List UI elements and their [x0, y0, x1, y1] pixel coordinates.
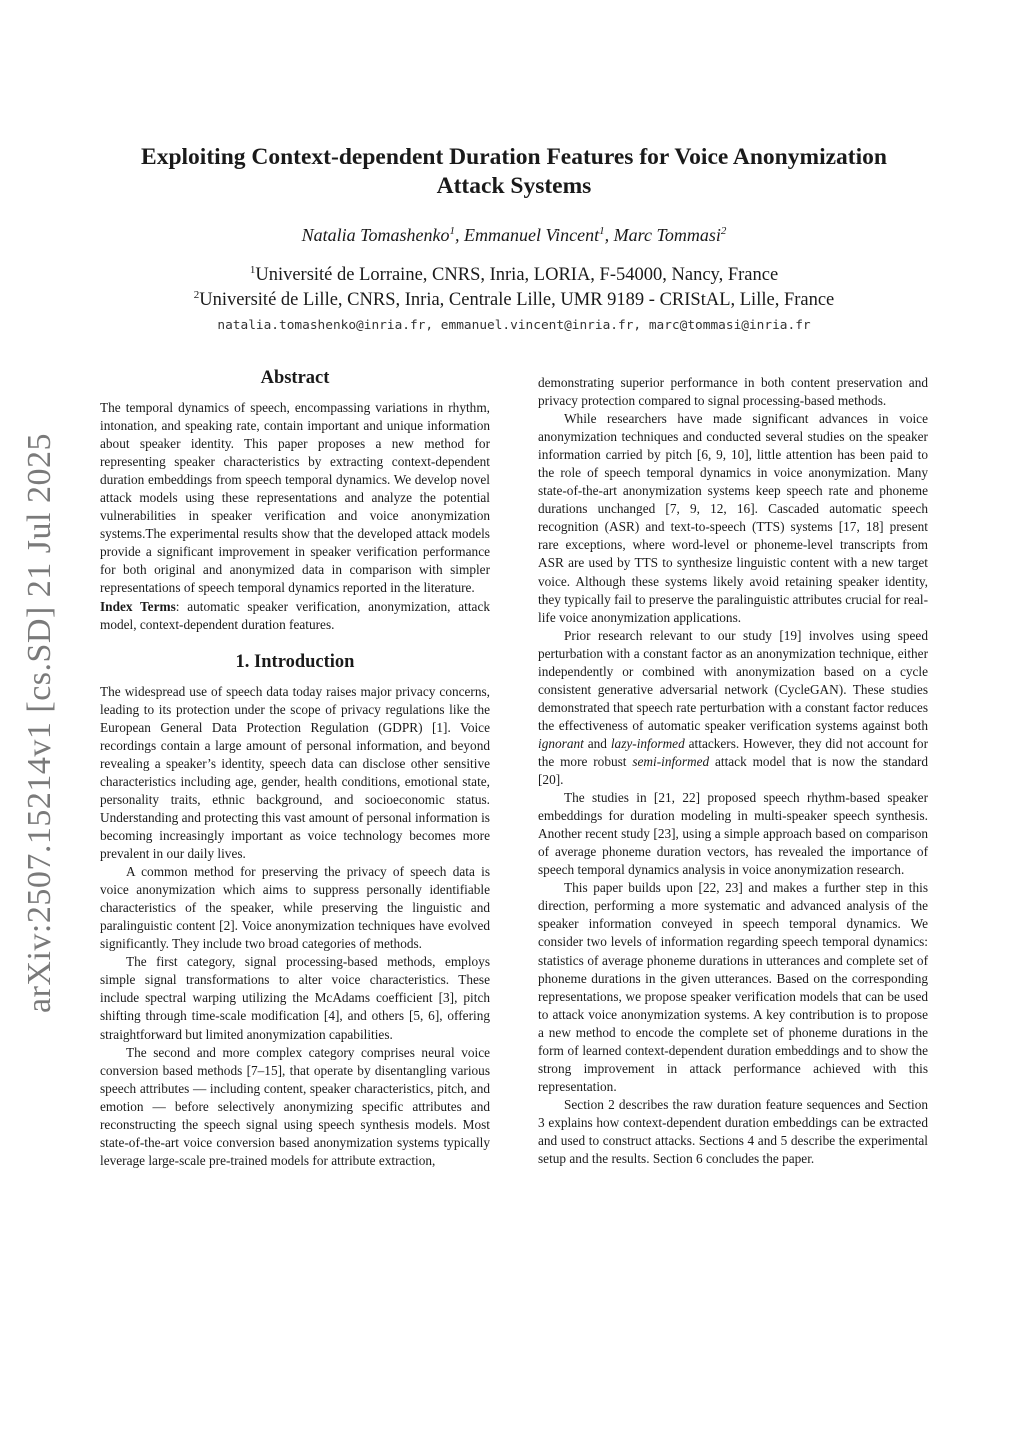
affiliation-1 [100, 265, 928, 286]
index-terms [100, 598, 490, 634]
author-name: Natalia Tomashenko [301, 225, 450, 245]
body-paragraph: While researchers have made significant advances in voice anonymization techniques and conducted several studies on the speaker information carried by pitch [6, 9, 10], little attention has been paid to the role of speech temporal dynamics in voice anonymization. Many state-of-the-art anonymization systems keep speech rate and phoneme durations unchanged [7, 9, 12, 16]. Cascaded automatic speech recognition (ASR) and text-to-speech (TTS) systems [17, 18] present rare exceptions, where word-level or phoneme-level transcripts from ASR are used by TTS to synthesize linguistic content with a new target voice. Although these systems likely avoid retaining speaker identity, they typically fail to preserve the paralinguistic attributes crucial for real-life voice anonymization applications. [538, 411, 928, 625]
author-name: Emmanuel Vincent [464, 225, 600, 245]
intro-paragraph: A common method for preserving the privacy of speech data is voice anonymization which aims to suppress personally identifiable characteristics of the speaker, while preserving the linguistic and paralinguistic content [2]. Voice anonymization techniques have evolved significantly. They include two broad categories of methods. [100, 864, 490, 952]
affiliation-text: Université de Lorraine, CNRS, Inria, LORIA, F-54000, Nancy, France [255, 265, 779, 285]
author-list [100, 225, 928, 246]
text-run: Prior research relevant to our study [19] involves using speed perturbation with a constant factor as an anonymization technique, either independently or combined with anonymization based on a cycle consistent generative adversarial network (CycleGAN). These studies demonstrated that speech rate perturbation with a constant factor reduces the effectiveness of automatic speaker verification systems against both [538, 627, 928, 733]
affiliation-text: Université de Lille, CNRS, Inria, Centrale Lille, UMR 9189 - CRIStAL, Lille, France [199, 290, 835, 310]
affiliation-number: 2 [193, 288, 200, 301]
text-run: attack model that is now the standard [20]. [538, 753, 928, 788]
body-paragraph: The studies in [21, 22] proposed speech rhythm-based speaker embeddings for duration modeling in multi-speaker speech synthesis. Another recent study [23], using a simple approach based on comparison of average phoneme duration vectors, has revealed the importance of speech temporal dynamics analysis in voice anonymization research. [538, 790, 928, 878]
index-terms-text: : automatic speaker verification, anonymization, attack model, context-dependent duration features. [100, 598, 490, 632]
intro-paragraph: The widespread use of speech data today raises major privacy concerns, leading to its protection under the scope of privacy regulations like the European General Data Protection Regulation (GDPR) [1]. Voice recordings contain a large amount of personal information, and beyond revealing a speaker’s identity, speech data can disclose other sensitive characteristics including age, gender, health conditions, emotional state, personality traits, ethnic background, and socioeconomic status. Understanding and protecting this vast amount of personal information is becoming increasingly important as voice technology becomes more prevalent in our daily lives. [100, 683, 490, 862]
abstract-text: The temporal dynamics of speech, encompassing variations in rhythm, intonation, and speaking rate, contain important and unique information about speaker identity. This paper proposes a new method for representing speaker characteristics by extracting context-dependent duration embeddings from speech temporal dynamics. We develop novel attack models using these representations and analyze the potential vulnerabilities in speaker verification and voice anonymization systems.The experimental results show that the developed attack models provide a significant improvement in speaker verification performance for both original and anonymized data in comparison with simpler representations of speech temporal dynamics reported in the literature. [100, 400, 490, 596]
intro-paragraph: The first category, signal processing-based methods, employs simple signal transformations to alter voice characteristics. These include spectral warping utilizing the McAdams coefficient [3], pitch shifting through time-scale modification [4], and others [5, 6], offering straightforward but limited anonymization capabilities. [100, 954, 490, 1042]
affiliation-number: 1 [249, 263, 256, 276]
body-paragraph: demonstrating superior performance in both content preservation and privacy protection compared to signal processing-based methods. [538, 375, 928, 409]
right-column [538, 374, 928, 1168]
author-emails: natalia.tomashenko@inria.fr, emmanuel.vincent@inria.fr, marc@tommasi@inria.fr [217, 318, 811, 333]
introduction-heading: 1. Introduction [235, 651, 355, 672]
author-affil-mark: 1 [449, 225, 456, 237]
body-paragraph: This paper builds upon [22, 23] and makes a further step in this direction, performing a more systematic and advanced analysis of the speaker information conveyed in speech temporal dynamics. We consider two levels of information regarding speech temporal dynamics: statistics of average phoneme durations in utterances and complete set of phoneme durations in the given utterances. Based on the corresponding representations, we propose speaker verification models that can be used to attack voice anonymization systems. A key contribution is to propose a new method to encode the complete set of phoneme durations in the form of learned context-dependent duration embeddings and to show the strong improvement in attack performance achieved with this representation. [538, 880, 928, 1094]
affiliation-2 [100, 290, 928, 311]
author-name: Marc Tommasi [613, 225, 721, 245]
author-affil-mark: 2 [720, 225, 727, 237]
left-column [100, 368, 490, 1170]
body-paragraph [538, 627, 928, 789]
text-run: and [583, 735, 611, 751]
body-paragraph: Section 2 describes the raw duration feature sequences and Section 3 explains how context-dependent duration embeddings can be extracted and used to construct attacks. Sections 4 and 5 describe the experimental setup and the results. Section 6 concludes the paper. [538, 1096, 928, 1167]
text-run: attackers. However, they did not account for the more robust [538, 735, 928, 769]
intro-paragraph: The second and more complex category comprises neural voice conversion based methods [7–15], that operate by disentangling various speech attributes — including content, speaker characteristics, pitch, and emotion — before selectively anonymizing specific attributes and reconstructing the speech signal using speech synthesis models. Most state-of-the-art voice conversion based anonymization systems typically leverage large-scale pre-trained models for attribute extraction, [100, 1044, 490, 1168]
index-terms-label: Index Terms [100, 598, 176, 614]
author-separator: , [604, 225, 614, 245]
arxiv-identifier-margin [0, 0, 70, 1448]
title-line-1: Exploiting Context-dependent Duration Features for Voice Anonymization [141, 144, 887, 170]
emphasis-lazy-informed: lazy-informed [610, 735, 685, 751]
emphasis-ignorant: ignorant [538, 735, 584, 751]
author-separator: , [455, 225, 465, 245]
paper-title [100, 143, 928, 201]
abstract-heading: Abstract [260, 368, 330, 388]
emphasis-semi-informed: semi-informed [632, 753, 710, 769]
arxiv-identifier: arXiv:2507.15214v1 [cs.SD] 21 Jul 2025 [21, 433, 58, 1013]
author-affil-mark: 1 [599, 225, 605, 237]
title-line-2: Attack Systems [436, 173, 592, 199]
